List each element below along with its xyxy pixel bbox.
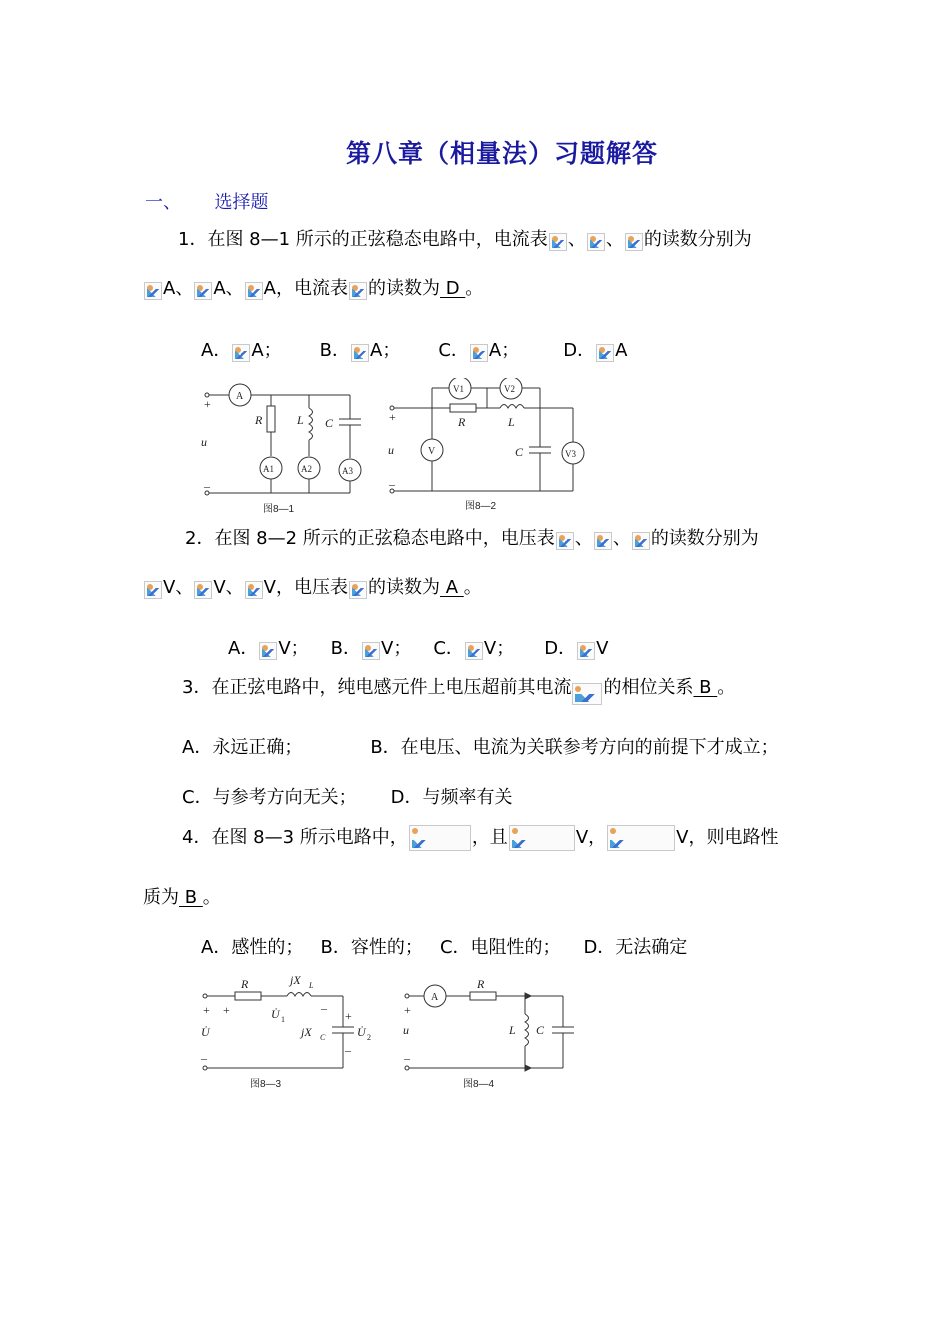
plus-label: + — [204, 397, 211, 411]
image-placeholder-icon — [144, 581, 162, 599]
separator: 、 — [574, 528, 593, 549]
q2-text: 的读数分别为 — [650, 528, 759, 549]
option-letter: C． — [438, 340, 469, 361]
figure-caption: 图8—3 — [250, 1079, 282, 1090]
q1-options — [201, 339, 627, 363]
section-number: 一、 — [145, 192, 181, 213]
option-letter: A． — [228, 638, 259, 659]
voltmeter-label: V1 — [453, 384, 464, 394]
option-c: C．与参考方向无关； — [182, 787, 357, 808]
image-placeholder-icon — [549, 233, 567, 251]
voltage-label: U̇ — [357, 1025, 366, 1039]
separator: 、 — [225, 577, 244, 598]
q1-line2 — [143, 277, 483, 301]
q4-text: V，则电路性 — [676, 827, 779, 848]
option-letter: D． — [563, 340, 596, 361]
q1-answer: D — [439, 278, 466, 299]
voltmeter-label: V3 — [565, 449, 576, 459]
q2-line2 — [143, 576, 482, 600]
q3-line1 — [182, 676, 735, 705]
image-placeholder-icon — [349, 282, 367, 300]
voltage-label: u — [388, 443, 394, 457]
separator: 、 — [225, 278, 244, 299]
punct: 。 — [463, 577, 482, 598]
subscript: L — [309, 981, 314, 990]
image-placeholder-icon — [349, 581, 367, 599]
q4-line2 — [143, 886, 221, 910]
image-placeholder-icon — [509, 825, 575, 851]
resistor-label: R — [241, 977, 249, 991]
reactance-label: jX — [301, 1025, 312, 1039]
option-unit: V — [596, 638, 609, 659]
q2-text: V，电压表 — [263, 577, 348, 598]
q3-text: 3．在正弦电路中，纯电感元件上电压超前其电流 — [182, 677, 572, 698]
option-unit: A； — [488, 340, 520, 361]
image-placeholder-icon — [194, 282, 212, 300]
option-letter: C． — [433, 638, 464, 659]
q4-answer: B — [179, 887, 203, 908]
ammeter-label: A3 — [342, 466, 353, 476]
image-placeholder-icon — [607, 825, 675, 851]
q4-line1 — [182, 825, 778, 851]
q2-text: 的读数为 — [367, 577, 440, 598]
figure-8-1-8-2 — [195, 378, 585, 518]
resistor-label: R — [255, 413, 263, 427]
q1-text: 1．在图 8—1 所示的正弦稳态电路中，电流表 — [178, 229, 548, 250]
figure-caption: 图8—2 — [465, 501, 497, 512]
image-placeholder-icon — [556, 532, 574, 550]
option-a: A．永远正确； — [182, 737, 303, 758]
separator: 、 — [567, 229, 586, 250]
q3-text: 的相位关系 — [603, 677, 694, 698]
figure-caption: 图8—4 — [463, 1079, 495, 1090]
option-unit: V； — [381, 638, 412, 659]
reactance-label: jX — [290, 973, 301, 987]
image-placeholder-icon — [465, 642, 483, 660]
unit: A — [163, 278, 176, 299]
image-placeholder-icon — [144, 282, 162, 300]
voltage-label: u — [403, 1023, 409, 1037]
plus-label: + — [404, 1003, 411, 1017]
q1-text: 的读数为 — [367, 278, 440, 299]
capacitor-label: C — [515, 445, 524, 459]
q2-options — [228, 637, 608, 661]
capacitor-label: C — [325, 416, 334, 430]
page-title: 第八章（相量法）习题解答 — [346, 139, 659, 168]
image-placeholder-icon — [232, 344, 250, 362]
q3-options-row1 — [182, 736, 779, 760]
plus-label: + — [223, 1003, 230, 1017]
image-placeholder-icon — [245, 282, 263, 300]
separator: 、 — [612, 528, 631, 549]
image-placeholder-icon — [245, 581, 263, 599]
inductor-label: L — [509, 1023, 516, 1037]
voltage-label: U̇ — [271, 1007, 280, 1021]
capacitor-label: C — [536, 1023, 545, 1037]
resistor-label: R — [477, 977, 485, 991]
resistor-label: R — [458, 415, 466, 429]
voltmeter-label: V2 — [504, 384, 515, 394]
unit: V — [213, 577, 226, 598]
option-letter: B． — [330, 638, 362, 659]
q1-text: 的读数分别为 — [643, 229, 752, 250]
plus-label: + — [345, 1009, 352, 1023]
separator: 、 — [175, 278, 194, 299]
subscript: C — [320, 1033, 326, 1042]
minus-label: – — [404, 1051, 410, 1065]
q3-options-row2 — [182, 786, 512, 810]
option-unit: V； — [278, 638, 309, 659]
q1-line1 — [178, 228, 752, 252]
section-label: 选择题 — [214, 192, 269, 213]
minus-label: – — [345, 1043, 351, 1057]
image-placeholder-icon — [572, 683, 602, 705]
q3-answer: B — [693, 677, 718, 698]
minus-label: – — [204, 479, 210, 493]
separator: 、 — [175, 577, 194, 598]
minus-label: – — [389, 477, 395, 491]
voltmeter-label: V — [428, 446, 436, 457]
image-placeholder-icon — [259, 642, 277, 660]
figure-caption: 图8—1 — [263, 504, 295, 515]
punct: 。 — [717, 677, 736, 698]
image-placeholder-icon — [594, 532, 612, 550]
plus-label: + — [203, 1003, 210, 1017]
option-unit: A； — [370, 340, 401, 361]
inductor-label: L — [508, 415, 515, 429]
image-placeholder-icon — [632, 532, 650, 550]
option-unit: A； — [251, 340, 282, 361]
q4-text: V， — [575, 827, 607, 848]
subscript: 1 — [281, 1015, 285, 1024]
image-placeholder-icon — [587, 233, 605, 251]
inductor-label: L — [297, 413, 304, 427]
option-b: B．在电压、电流为关联参考方向的前提下才成立； — [370, 737, 779, 758]
ammeter-label: A2 — [301, 464, 312, 474]
unit: V — [163, 577, 176, 598]
punct: 。 — [202, 887, 221, 908]
option-unit: V； — [483, 638, 515, 659]
q2-text: 2．在图 8—2 所示的正弦稳态电路中，电压表 — [185, 528, 555, 549]
q4-text: 质为 — [143, 887, 179, 908]
q4-text: 4．在图 8—3 所示电路中， — [182, 827, 408, 848]
voltage-label: u — [201, 435, 207, 449]
unit: A — [213, 278, 226, 299]
q4-options: A．感性的； B．容性的； C．电阻性的； D．无法确定 — [201, 937, 688, 958]
image-placeholder-icon — [409, 825, 471, 851]
q2-line1 — [185, 527, 759, 551]
q2-answer: A — [439, 577, 464, 598]
option-unit: A — [615, 340, 628, 361]
punct: 。 — [465, 278, 484, 299]
image-placeholder-icon — [470, 344, 488, 362]
plus-label: + — [389, 410, 396, 424]
separator: 、 — [605, 229, 624, 250]
ammeter-label: A — [431, 992, 439, 1003]
minus-label: – — [321, 1001, 327, 1015]
q4-text: ，且 — [471, 827, 508, 848]
ammeter-label: A — [236, 391, 244, 402]
figure-8-3-8-4 — [195, 970, 585, 1095]
image-placeholder-icon — [625, 233, 643, 251]
q1-text: A，电流表 — [263, 278, 348, 299]
voltage-label: U̇ — [201, 1025, 210, 1039]
option-letter: D． — [544, 638, 577, 659]
image-placeholder-icon — [194, 581, 212, 599]
minus-label: – — [201, 1051, 207, 1065]
image-placeholder-icon — [362, 642, 380, 660]
image-placeholder-icon — [351, 344, 369, 362]
option-letter: B． — [319, 340, 351, 361]
option-letter: A． — [201, 340, 232, 361]
image-placeholder-icon — [577, 642, 595, 660]
image-placeholder-icon — [596, 344, 614, 362]
section-header — [145, 188, 268, 214]
subscript: 2 — [367, 1033, 371, 1042]
option-d: D．与频率有关 — [390, 787, 513, 808]
ammeter-label: A1 — [263, 464, 274, 474]
